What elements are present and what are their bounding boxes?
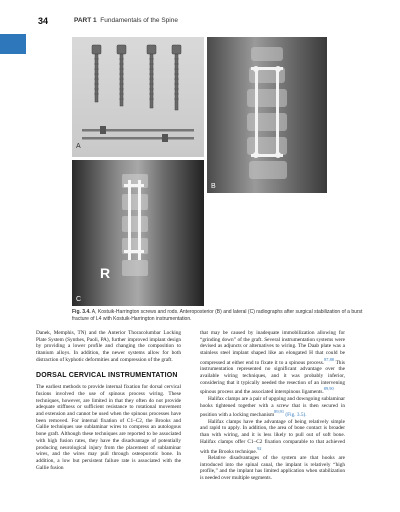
right-para3-text: Halifax clamps have the advantage of being relatively simple and rapid to apply. In addition, the area of bone contact is broader than with wiring, and it is less likely to pull out of soft bone. Halifax clamps offer C1–C2 fixation comparable to that achieved with the Brooks technique.	[200, 418, 345, 455]
right-para1-cont: This instrumentation represented no significant advantage over the available wiring techniques, and it was probably inferior, considering that it typically needed the resection of an intervening spinous process and the associated interspinous ligaments.	[200, 359, 345, 396]
running-head	[74, 17, 178, 24]
screws-illustration	[72, 37, 204, 157]
right-paragraph-1	[200, 330, 345, 396]
reference-92[interactable]: 92	[257, 445, 262, 451]
figure-a-screws-rods	[72, 37, 204, 157]
lateral-radiograph-image	[72, 160, 204, 306]
left-paragraph-2: The earliest methods to provide internal fixation for dorsal cervical fusions involved the use of spinous process wiring. These techniques, however, are limited in that they often do not provide adequate stiffness or sufficient resistance to rotational movement and extension and cannot be used when the spinous processes have been removed. For internal fixation of C1–C2, the Brooks and Gallie techniques use sublaminar wires to compress an autologous bone graft. Although these techniques are reported to be associated with high fusion rates, they have the disadvantage of potentially producing neurological injury from the placement of sublaminar wires, and the wires may pull through osteoporotic bone. In addition, a low but persistent failure rate is associated with the Gallie fusion	[36, 384, 181, 471]
caption-label: Fig. 3.4.	[72, 309, 91, 315]
page-header	[0, 0, 400, 30]
right-para2-text: Halifax clamps are a pair of upgoing and downgoing sublaminar hooks tightened together with a screw that is then secured in position with a locking mechanism	[200, 395, 345, 419]
figure-c-label: C	[76, 296, 82, 303]
ap-radiograph-image	[207, 37, 327, 193]
right-column	[200, 330, 345, 482]
right-paragraph-2	[200, 396, 345, 419]
reference-89-91[interactable]: 89,91	[274, 409, 285, 415]
right-para1-text: that may be caused by inadequate immobilization allowing for “grinding down” of the graft. Several instrumentation systems were devised as adjuncts or alternatives to wiring. The Daab plate was a stainless steel implant shaped like an elongated H that could be compressed at either end to fixate it to a spinous process.	[200, 330, 345, 366]
page-number: 34	[38, 16, 49, 26]
section-heading: DORSAL CERVICAL INSTRUMENTATION	[36, 371, 178, 379]
right-paragraph-3	[200, 419, 345, 455]
figure-a-label: A	[76, 143, 81, 150]
chapter-tab	[0, 34, 26, 54]
figure-c-lateral-radiograph	[72, 160, 204, 306]
right-paragraph-4: Relative disadvantages of the system are that hooks are introduced into the spinal canal, the implant is relatively “high profile,” and the implant has limited application when stabilization is needed over multiple segments.	[200, 455, 345, 482]
figure-b-ap-radiograph	[207, 37, 327, 193]
left-column	[36, 330, 181, 471]
figure-reference-link[interactable]: (Fig. 3.5).	[285, 412, 307, 419]
part-label: PART 1	[74, 17, 97, 24]
figure-caption	[72, 309, 372, 323]
caption-text: A, Kostuik-Harrington screws and rods. Anteroposterior (B) and lateral (C) radiographs after surgical stabilization of a burst fracture of L4 with Kostuik-Harrington instrumentation.	[72, 309, 363, 322]
part-title: Fundamentals of the Spine	[100, 17, 178, 24]
left-paragraph-1: Danek, Memphis, TN) and the Anterior Thoracolumbar Locking Plate System (Synthes, Paoli, PA), further improved implant design by providing a lower profile and changing the composition to titanium alloys. In addition, the newer systems allow for both distraction of kyphotic deformities and compression of the graft.	[36, 330, 181, 363]
reference-87-88[interactable]: 87,88	[324, 356, 335, 362]
figure-b-label: B	[211, 183, 216, 190]
radiograph-side-marker: R	[100, 265, 111, 281]
reference-89-90[interactable]: 89,90	[323, 386, 334, 392]
